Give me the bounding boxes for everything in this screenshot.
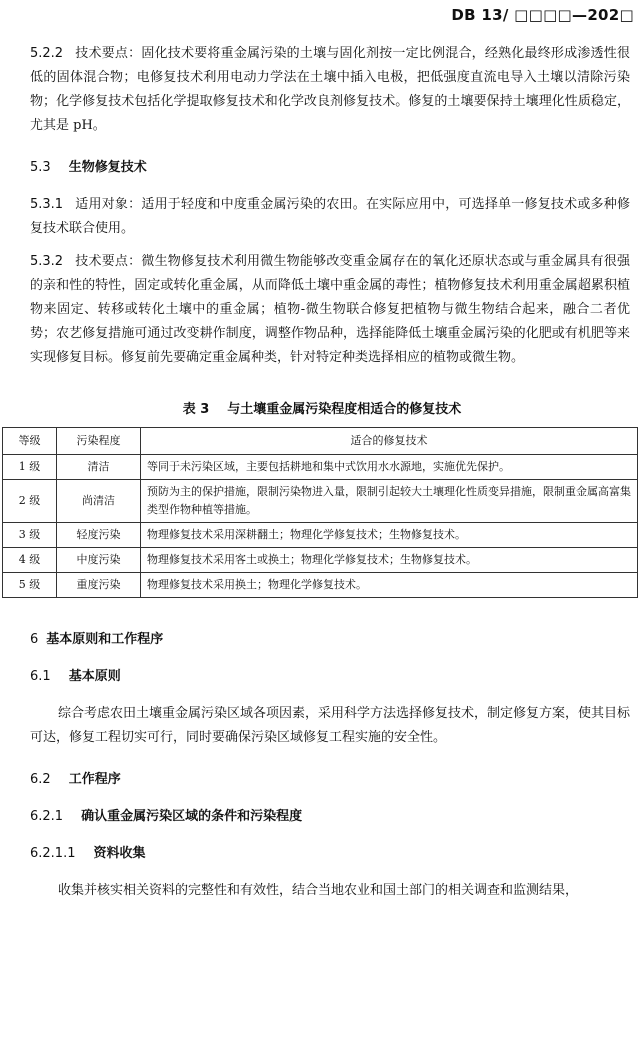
table-title: 与土壤重金属污染程度相适合的修复技术 [227,402,462,417]
grade-cell: 3 级 [3,523,57,548]
pollution-cell: 中度污染 [57,548,141,573]
remediation-technology-table [2,427,638,598]
section-6-1-heading [30,665,630,684]
section-6-2-1-heading [30,805,630,824]
chapter-title: 基本原则和工作程序 [46,632,164,647]
section-number: 6.2.1 [30,809,64,824]
clause-text: 适用对象：适用于轻度和中度重金属污染的农田。在实际应用中，可选择单一修复技术或多种修复技术联合使用。 [30,197,630,236]
pollution-cell: 尚清洁 [57,480,141,523]
section-number: 6.1 [30,669,51,684]
header-grade: 等级 [3,428,57,455]
clause-5-3-2 [30,250,630,370]
section-6-2-1-1-paragraph: 收集并核实相关资料的完整性和有效性，结合当地农业和国土部门的相关调查和监测结果， [58,883,579,898]
table-header-row [3,428,638,455]
technology-cell: 物理修复技术采用换土；物理化学修复技术。 [141,573,638,598]
grade-cell: 5 级 [3,573,57,598]
table-row [3,548,638,573]
section-title: 生物修复技术 [68,160,147,175]
document-code-header: DB 13/ □□□□—202□ [451,6,634,24]
technology-cell: 物理修复技术采用深耕翻土；物理化学修复技术；生物修复技术。 [141,523,638,548]
section-number: 5.3 [30,160,51,175]
section-title: 工作程序 [68,772,121,787]
technology-cell: 物理修复技术采用客土或换土；物理化学修复技术；生物修复技术。 [141,548,638,573]
table-row [3,573,638,598]
section-title: 确认重金属污染区域的条件和污染程度 [81,809,303,824]
pollution-cell: 清洁 [57,455,141,480]
section-6-2-heading [30,768,630,787]
technology-cell: 预防为主的保护措施，限制污染物进入量，限制引起较大土壤理化性质变异措施，限制重金属高富集类型作物种植等措施。 [141,480,638,523]
section-5-3-heading [30,156,630,175]
section-title: 基本原则 [68,669,121,684]
document-body [18,42,631,912]
clause-number: 5.3.1 [30,197,64,212]
grade-cell: 4 级 [3,548,57,573]
chapter-number: 6 [30,632,39,647]
table-number: 表 3 [182,402,210,417]
chapter-6-heading [30,628,630,647]
table-row [3,480,638,523]
table-row [3,523,638,548]
table-3-caption [4,398,640,417]
clause-text: 技术要点：微生物修复技术利用微生物能够改变重金属存在的氧化还原状态或与重金属具有很强的亲和性的特性，固定或转化重金属，从而降低土壤中重金属的毒性；植物修复技术利用重金属超累积植物来固定、转移或转化土壤中的重金属；植物-微生物联合修复把植物与微生物结合起来，融合二者优势；农艺修复措施可通过改变耕作制度，调整作物品种，选择能降低土壤重金属污染的化肥或有机肥等来实现修复目标。修复前先要确定重金属种类，针对特定种类选择相应的植物或微生物。 [30,254,630,365]
section-title: 资料收集 [93,846,146,861]
clause-number: 5.3.2 [30,254,64,269]
pollution-cell: 轻度污染 [57,523,141,548]
table-row [3,455,638,480]
section-number: 6.2.1.1 [30,846,76,861]
grade-cell: 1 级 [3,455,57,480]
clause-5-2-2 [30,42,630,138]
header-pollution-level: 污染程度 [57,428,141,455]
section-6-2-1-1-heading [30,842,630,861]
clause-text: 技术要点：固化技术要将重金属污染的土壤与固化剂按一定比例混合，经熟化最终形成渗透性很低的固体混合物；电修复技术利用电动力学法在土壤中插入电极，把低强度直流电导入土壤以清除污染物；化学修复技术包括化学提取修复技术和化学改良剂修复技术。修复的土壤要保持土壤理化性质稳定，尤其是 pH。 [30,46,630,133]
section-number: 6.2 [30,772,51,787]
header-technology: 适合的修复技术 [141,428,638,455]
technology-cell: 等同于未污染区域，主要包括耕地和集中式饮用水水源地，实施优先保护。 [141,455,638,480]
pollution-cell: 重度污染 [57,573,141,598]
grade-cell: 2 级 [3,480,57,523]
section-6-1-paragraph: 综合考虑农田土壤重金属污染区域各项因素，采用科学方法选择修复技术，制定修复方案，使其目标可达，修复工程切实可行，同时要确保污染区域修复工程实施的安全性。 [30,706,631,745]
clause-number: 5.2.2 [30,46,64,61]
clause-5-3-1 [30,193,630,241]
